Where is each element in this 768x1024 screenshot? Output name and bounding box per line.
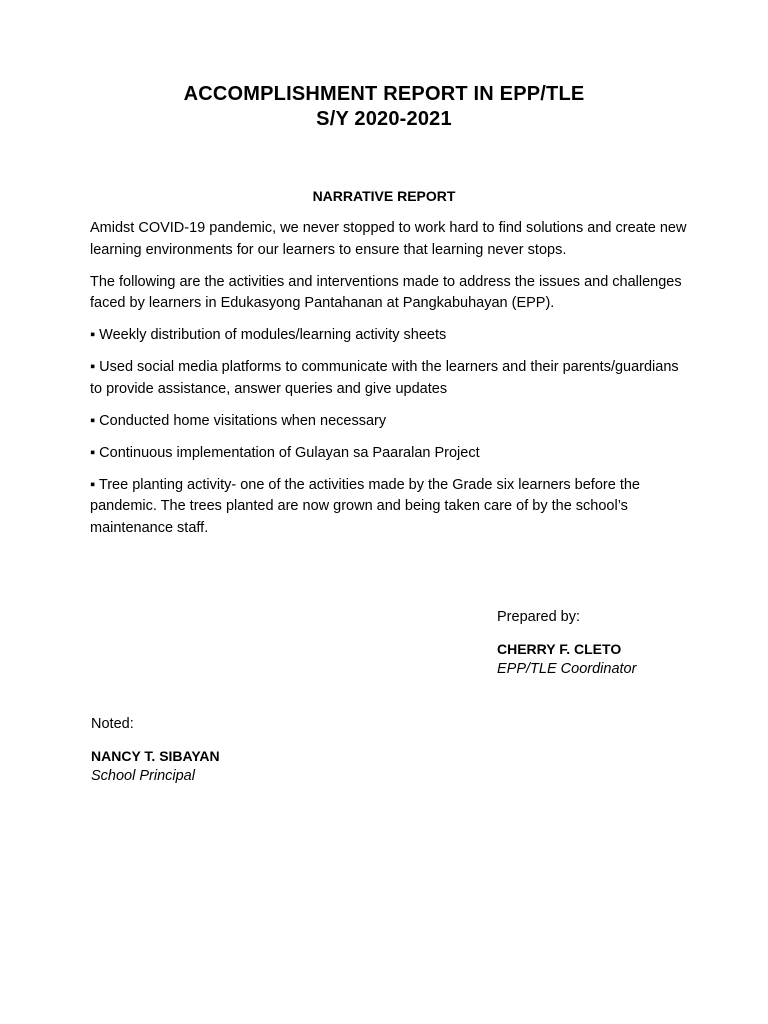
noted-by-name: NANCY T. SIBAYAN [91,748,220,764]
activity-item: ▪ Weekly distribution of modules/learning activity sheets [90,327,447,343]
activity-item: ▪ Conducted home visitations when necessary [90,412,387,429]
narrative-body [90,218,690,550]
prepared-by-name: CHERRY F. CLETO [497,641,622,657]
report-title-line-2: S/Y 2020-2021 [316,108,452,130]
activity-item: ▪ Used social media platforms to communicate with the learners and their parents/guardians to provide assistance, answer queries and give updates [90,359,679,397]
noted-by-block [91,714,391,786]
noted-by-role: School Principal [91,768,195,784]
prepared-by-label: Prepared by: [497,609,581,625]
report-title-line-1: ACCOMPLISHMENT REPORT IN EPP/TLE [183,83,585,105]
prepared-by-block [497,607,757,679]
noted-by-label: Noted: [91,716,134,732]
intro-paragraph: Amidst COVID-19 pandemic, we never stopped to work hard to find solutions and create new learning environments for our learners to ensure that learning never stops. [90,220,687,258]
section-heading: NARRATIVE REPORT [312,188,456,204]
activities-intro-paragraph: The following are the activities and interventions made to address the issues and challenges faced by learners in Edukasyong Pantahanan at Pangkabuhayan (EPP). [90,273,682,311]
activity-item: ▪ Continuous implementation of Gulayan sa Paaralan Project [90,444,480,461]
report-title [0,82,768,132]
prepared-by-role: EPP/TLE Coordinator [497,661,637,677]
activity-item: ▪ Tree planting activity- one of the activities made by the Grade six learners before the pandemic. The trees planted are now grown and being taken care of by the school’s maintenance staff. [90,476,640,536]
